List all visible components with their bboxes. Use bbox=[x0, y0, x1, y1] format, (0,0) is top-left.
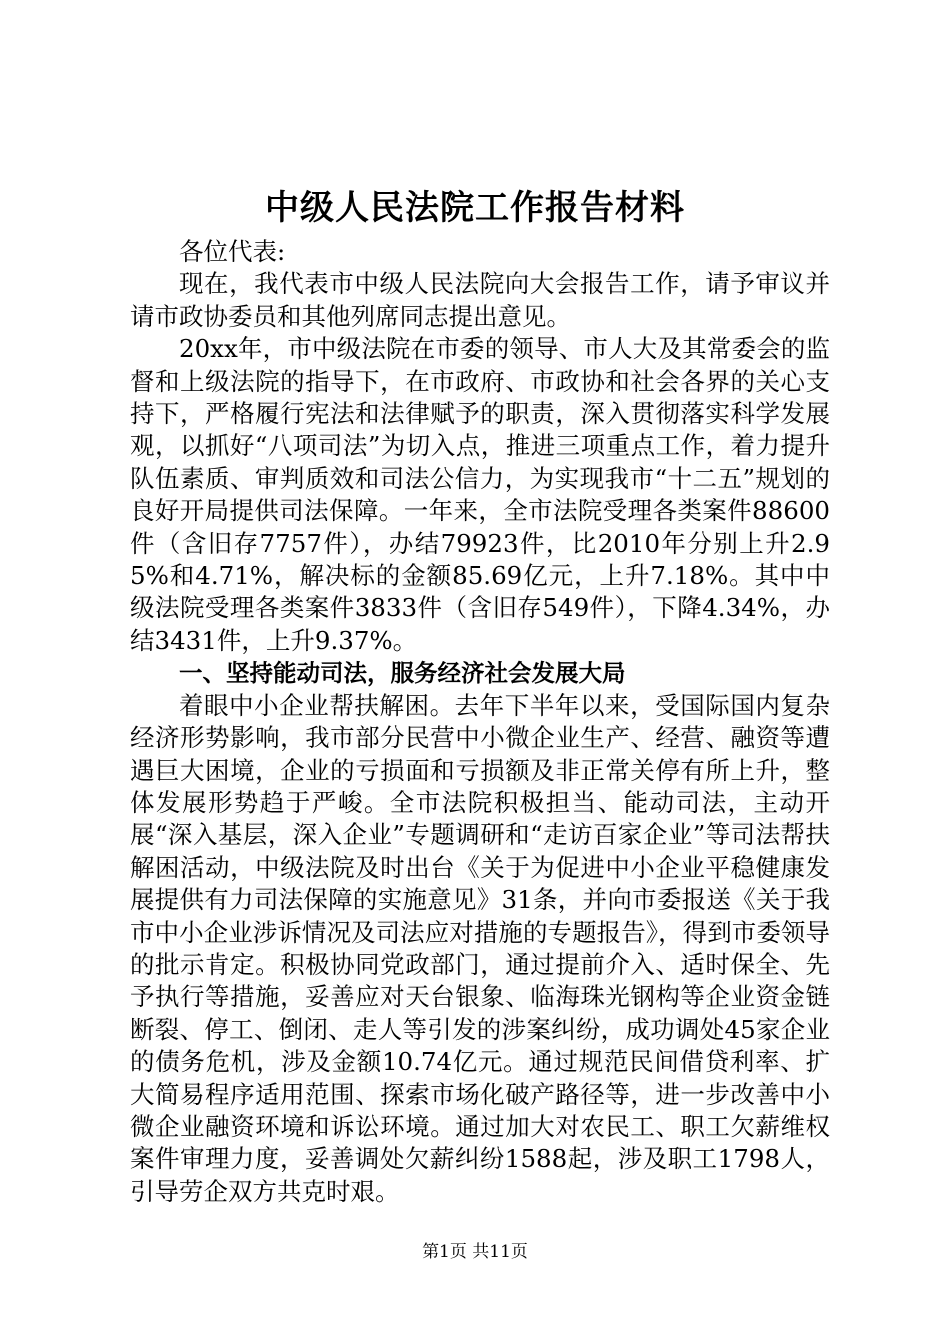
page-footer: 第1页 共11页 bbox=[422, 1242, 528, 1262]
document-body bbox=[130, 236, 830, 1208]
section-heading: 一、坚持能动司法，服务经济社会发展大局 bbox=[179, 659, 626, 688]
paragraph-summary: 20xx年，市中级法院在市委的领导、市人大及其常委会的监督和上级法院的指导下，在市政府、市政协和社会各界的关心支持下，严格履行宪法和法律赋予的职责，深入贯彻落实科学发展观，以抓好“八项司法”为切入点，推进三项重点工作，着力提升队伍素质、审判质效和司法公信力，为实现我市“十二五”规划的良好开局提供司法保障。一年来，全市法院受理各类案件88600件（含旧存7757件），办结79923件，比2010年分别上升2.95%和4.71%，解决标的金额85.69亿元，上升7.18%。其中中级法院受理各类案件3833件（含旧存549件），下降4.34%，办结3431件，上升9.37%。 bbox=[130, 334, 830, 655]
section-paragraph: 着眼中小企业帮扶解困。去年下半年以来，受国际国内复杂经济形势影响，我市部分民营中小微企业生产、经营、融资等遭遇巨大困境，企业的亏损面和亏损额及非正常关停有所上升，整体发展形势趋于严峻。全市法院积极担当、能动司法，主动开展“深入基层，深入企业”专题调研和“走访百家企业”等司法帮扶解困活动，中级法院及时出台《关于为促进中小企业平稳健康发展提供有力司法保障的实施意见》31条，并向市委报送《关于我市中小企业涉诉情况及司法应对措施的专题报告》，得到市委领导的批示肯定。积极协同党政部门，通过提前介入、适时保全、先予执行等措施，妥善应对天台银象、临海珠光钢构等企业资金链断裂、停工、倒闭、走人等引发的涉案纠纷，成功调处45家企业的债务危机，涉及金额10.74亿元。通过规范民间借贷利率、扩大简易程序适用范围、探索市场化破产路径等，进一步改善中小微企业融资环境和诉讼环境。通过加大对农民工、职工欠薪维权案件审理力度，妥善调处欠薪纠纷1588起，涉及职工1798人，引导劳企双方共克时艰。 bbox=[130, 690, 830, 1206]
salutation: 各位代表: bbox=[179, 237, 286, 266]
paragraph-intro: 现在，我代表市中级人民法院向大会报告工作，请予审议并请市政协委员和其他列席同志提出意见。 bbox=[130, 269, 830, 331]
document-title: 中级人民法院工作报告材料 bbox=[265, 188, 685, 228]
